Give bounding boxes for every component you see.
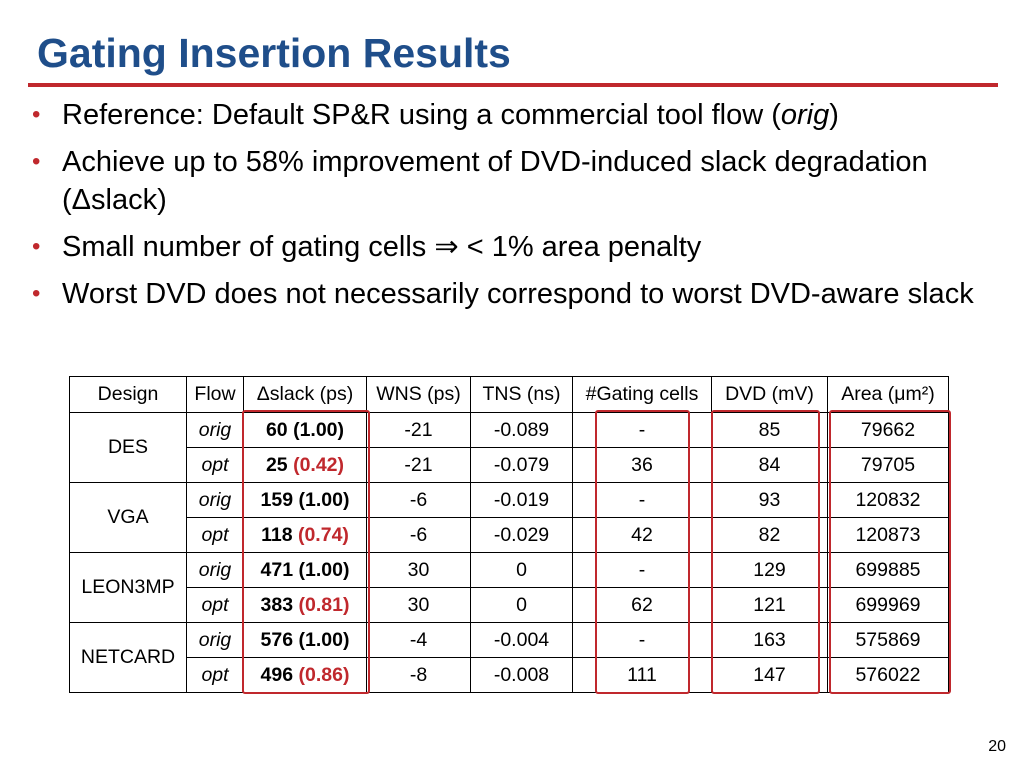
header-flow: Flow: [187, 377, 244, 413]
table-row: [70, 518, 949, 553]
header-dvd: DVD (mV): [712, 377, 828, 413]
cell-tns: 0: [471, 588, 573, 623]
cell-wns: -6: [367, 483, 471, 518]
bullet-text: Worst DVD does not necessarily correspond to worst DVD-aware slack: [62, 278, 974, 310]
dslack-ratio: (0.42): [293, 453, 345, 476]
dslack-ratio: (1.00): [293, 418, 345, 441]
bullet-item: [32, 275, 1012, 313]
cell-tns: -0.019: [471, 483, 573, 518]
cell-tns: -0.004: [471, 623, 573, 658]
dslack-value: 496: [260, 663, 294, 686]
table-row: [70, 553, 949, 588]
cell-wns: 30: [367, 553, 471, 588]
table-header-row: [70, 377, 949, 413]
header-tns: TNS (ns): [471, 377, 573, 413]
cell-flow: orig: [187, 623, 244, 658]
dslack-ratio: (1.00): [298, 628, 350, 651]
bullet-text-tail: ): [829, 99, 839, 131]
cell-wns: 30: [367, 588, 471, 623]
bullet-dot-icon: •: [32, 148, 41, 175]
bullet-text: Small number of gating cells ⇒ < 1% area penalty: [62, 231, 702, 263]
cell-flow: opt: [187, 518, 244, 553]
cell-wns: -8: [367, 658, 471, 693]
cell-gating: 62: [573, 588, 712, 623]
cell-dvd: 129: [712, 553, 828, 588]
cell-dvd: 82: [712, 518, 828, 553]
dslack-ratio: (0.81): [298, 593, 350, 616]
header-dslack: Δslack (ps): [244, 377, 367, 413]
cell-tns: 0: [471, 553, 573, 588]
header-design: Design: [70, 377, 187, 413]
dslack-value: 159: [260, 488, 294, 511]
bullet-text: Achieve up to 58% improvement of DVD-induced slack degradation (Δslack): [62, 146, 928, 216]
cell-gating: 42: [573, 518, 712, 553]
dslack-value: 60: [265, 418, 288, 441]
cell-gating: 111: [573, 658, 712, 693]
dslack-ratio: (0.86): [298, 663, 350, 686]
cell-gating: -: [573, 413, 712, 448]
cell-area: 576022: [828, 658, 949, 693]
dslack-ratio: (1.00): [298, 558, 350, 581]
cell-dslack: [244, 518, 367, 553]
bullet-item: [32, 228, 1012, 266]
cell-wns: -21: [367, 413, 471, 448]
cell-area: 79662: [828, 413, 949, 448]
cell-area: 699885: [828, 553, 949, 588]
cell-dslack: [244, 623, 367, 658]
cell-design: LEON3MP: [70, 553, 187, 623]
cell-flow: orig: [187, 553, 244, 588]
bullet-dot-icon: •: [32, 280, 41, 307]
page-number: 20: [988, 738, 1006, 755]
title-underline: [28, 83, 998, 87]
cell-wns: -6: [367, 518, 471, 553]
dslack-ratio: (1.00): [298, 488, 350, 511]
table-row: [70, 413, 949, 448]
cell-dvd: 147: [712, 658, 828, 693]
cell-wns: -4: [367, 623, 471, 658]
bullet-text: Reference: Default SP&R using a commercial tool flow (: [62, 99, 781, 131]
cell-tns: -0.079: [471, 448, 573, 483]
dslack-value: 118: [261, 523, 293, 546]
cell-flow: opt: [187, 658, 244, 693]
cell-flow: orig: [187, 483, 244, 518]
cell-design: VGA: [70, 483, 187, 553]
dslack-value: 576: [260, 628, 294, 651]
cell-area: 120873: [828, 518, 949, 553]
cell-design: DES: [70, 413, 187, 483]
bullet-item: [32, 143, 1012, 219]
bullet-dot-icon: •: [32, 101, 41, 128]
cell-tns: -0.089: [471, 413, 573, 448]
results-table: [69, 376, 949, 693]
cell-flow: opt: [187, 588, 244, 623]
dslack-value: 471: [260, 558, 294, 581]
cell-gating: -: [573, 553, 712, 588]
header-area: Area (μm²): [828, 377, 949, 413]
cell-area: 79705: [828, 448, 949, 483]
dslack-ratio: (0.74): [297, 523, 349, 546]
dslack-value: 25: [265, 453, 288, 476]
cell-design: NETCARD: [70, 623, 187, 693]
cell-tns: -0.029: [471, 518, 573, 553]
bullet-list: [32, 96, 1012, 322]
table-row: [70, 448, 949, 483]
cell-dslack: [244, 413, 367, 448]
cell-gating: -: [573, 623, 712, 658]
cell-flow: orig: [187, 413, 244, 448]
slide-title: Gating Insertion Results: [37, 30, 511, 76]
cell-dslack: [244, 448, 367, 483]
cell-flow: opt: [187, 448, 244, 483]
cell-dslack: [244, 658, 367, 693]
dslack-value: 383: [260, 593, 294, 616]
table-row: [70, 623, 949, 658]
cell-gating: 36: [573, 448, 712, 483]
cell-gating: -: [573, 483, 712, 518]
bullet-dot-icon: •: [32, 233, 41, 260]
table-row: [70, 588, 949, 623]
cell-area: 575869: [828, 623, 949, 658]
cell-dvd: 84: [712, 448, 828, 483]
cell-dvd: 163: [712, 623, 828, 658]
cell-dvd: 85: [712, 413, 828, 448]
header-gating: #Gating cells: [573, 377, 712, 413]
bullet-item: [32, 96, 1012, 134]
cell-area: 699969: [828, 588, 949, 623]
bullet-emphasis: orig: [780, 99, 830, 131]
header-wns: WNS (ps): [367, 377, 471, 413]
cell-wns: -21: [367, 448, 471, 483]
table-row: [70, 483, 949, 518]
cell-dvd: 121: [712, 588, 828, 623]
table-row: [70, 658, 949, 693]
cell-dslack: [244, 483, 367, 518]
cell-tns: -0.008: [471, 658, 573, 693]
cell-dvd: 93: [712, 483, 828, 518]
cell-dslack: [244, 588, 367, 623]
cell-dslack: [244, 553, 367, 588]
cell-area: 120832: [828, 483, 949, 518]
